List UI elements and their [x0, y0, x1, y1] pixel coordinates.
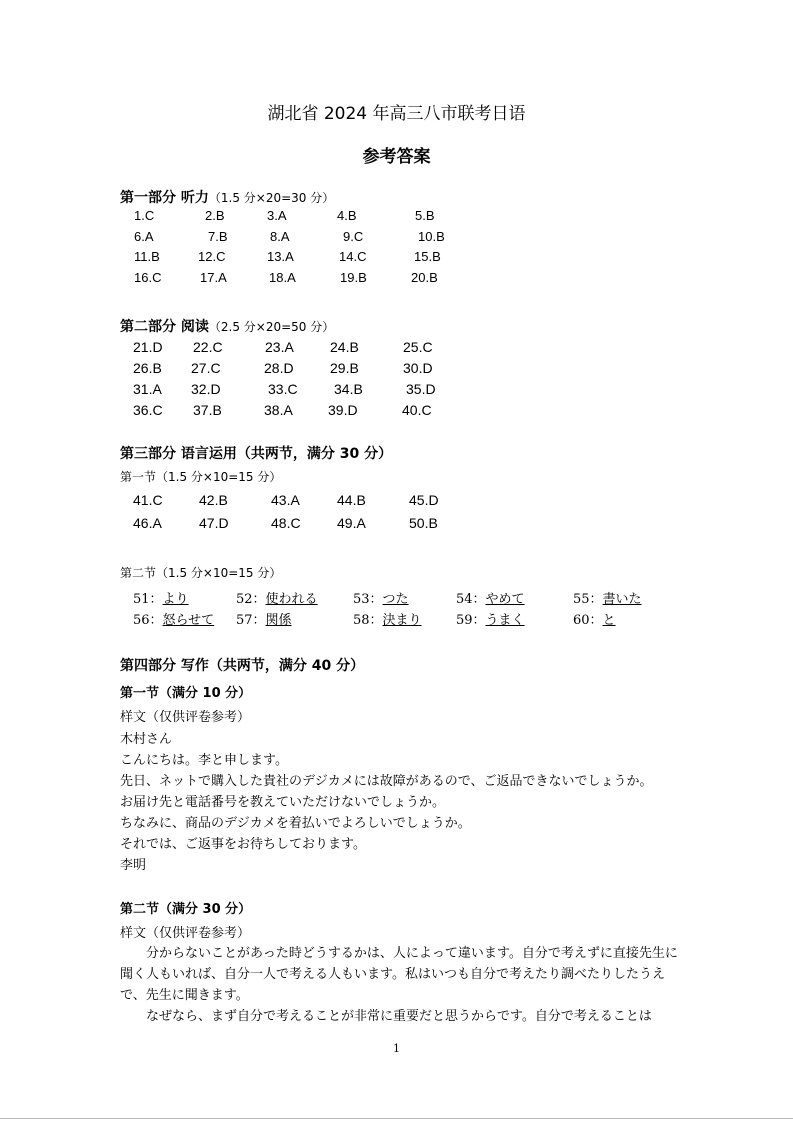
essay-paragraph: なぜなら、まず自分で考えることが非常に重要だと思うからです。自分で考えることは [146, 1009, 652, 1024]
answer-item: 13.A [267, 249, 294, 264]
answer-item: 5.B [415, 208, 435, 223]
answer-item: 40.C [402, 402, 432, 418]
part2-heading: 第二部分 阅读（2.5 分×20=50 分） [120, 319, 335, 335]
answer-item: 8.A [270, 229, 290, 244]
page-title: 湖北省 2024 年高三八市联考日语 [267, 104, 526, 124]
fill-item: 57：関係 [236, 613, 292, 628]
answer-item: 24.B [330, 339, 359, 355]
answer-item: 28.D [264, 360, 294, 376]
answer-item: 10.B [418, 229, 445, 244]
answer-item: 23.A [265, 339, 294, 355]
part3-section2-label: 第二节（1.5 分×10=15 分） [120, 566, 282, 580]
letter-line: 先日、ネットで購入した貴社のデジカメには故障があるので、ご返品できないでしょうか。 [120, 774, 653, 789]
fill-item: 52：使われる [236, 592, 318, 607]
answer-item: 33.C [268, 381, 298, 397]
answer-item: 32.D [191, 381, 221, 397]
page-subtitle: 参考答案 [362, 147, 431, 167]
answer-item: 12.C [198, 249, 226, 264]
fill-item: 60：と [573, 613, 616, 628]
fill-item: 59：うまく [456, 613, 525, 628]
answer-item: 18.A [269, 270, 296, 285]
answer-item: 41.C [133, 492, 163, 508]
answer-item: 20.B [411, 270, 438, 285]
answer-item: 34.B [334, 381, 363, 397]
fill-item: 56：怒らせて [133, 613, 215, 628]
sample-label: 样文（仅供评卷参考） [120, 710, 251, 725]
answer-item: 44.B [337, 492, 366, 508]
answer-item: 48.C [271, 515, 301, 531]
letter-line: 李明 [120, 858, 147, 873]
fill-item: 54：やめて [456, 592, 525, 607]
answer-item: 3.A [267, 208, 287, 223]
answer-item: 46.A [133, 515, 162, 531]
answer-item: 6.A [134, 229, 154, 244]
letter-line: それでは、ご返事をお待ちしております。 [120, 837, 366, 852]
part4-heading: 第四部分 写作（共两节，满分 40 分） [120, 658, 365, 674]
answer-item: 50.B [409, 515, 438, 531]
answer-item: 7.B [208, 229, 228, 244]
answer-item: 14.C [339, 249, 367, 264]
answer-item: 30.D [403, 360, 433, 376]
part4-section2-label: 第二节（满分 30 分） [120, 902, 252, 917]
essay-paragraph: 分からないことがあった時どうするかは、人によって違います。自分で考えずに直接先生に聞く人もいれば、自分一人で考える人もいます。私はいつも自分で考えたり調べたりしたうえで、先生に聞きます。 [120, 946, 678, 1003]
answer-item: 43.A [271, 492, 300, 508]
answer-item: 27.C [191, 360, 221, 376]
fill-item: 58：決まり [353, 613, 422, 628]
fill-item: 55：書いた [573, 592, 642, 607]
fill-item: 53：つた [353, 592, 409, 607]
answer-item: 37.B [193, 402, 222, 418]
answer-item: 2.B [205, 208, 225, 223]
answer-item: 45.D [409, 492, 439, 508]
answer-item: 42.B [199, 492, 228, 508]
answer-item: 47.D [199, 515, 229, 531]
fill-item: 51：より [133, 592, 189, 607]
answer-item: 31.A [133, 381, 162, 397]
answer-item: 22.C [193, 339, 223, 355]
part3-section1-label: 第一节（1.5 分×10=15 分） [120, 470, 282, 484]
letter-line: お届け先と電話番号を教えていただけないでしょうか。 [120, 795, 446, 810]
answer-item: 25.C [403, 339, 433, 355]
letter-line: こんにちは。李と申します。 [120, 753, 288, 768]
answer-item: 29.B [330, 360, 359, 376]
letter-line: 木村さん [120, 732, 173, 747]
answer-item: 1.C [134, 208, 155, 223]
letter-line: ちなみに、商品のデジカメを着払いでよろしいでしょうか。 [120, 816, 471, 831]
answer-item: 36.C [133, 402, 163, 418]
answer-item: 11.B [134, 249, 160, 264]
answer-item: 9.C [343, 229, 364, 244]
answer-item: 4.B [337, 208, 357, 223]
answer-item: 17.A [200, 270, 227, 285]
answer-item: 21.D [133, 339, 163, 355]
answer-item: 16.C [134, 270, 162, 285]
answer-item: 19.B [340, 270, 367, 285]
part3-heading: 第三部分 语言运用（共两节，满分 30 分） [120, 446, 393, 462]
page-bottom-divider [0, 1118, 793, 1119]
page-number: 1 [393, 1042, 400, 1055]
part4-section1-label: 第一节（满分 10 分） [120, 686, 252, 701]
answer-item: 39.D [328, 402, 358, 418]
answer-item: 15.B [414, 249, 441, 264]
answer-item: 49.A [337, 515, 366, 531]
answer-item: 35.D [406, 381, 436, 397]
part1-heading: 第一部分 听力（1.5 分×20=30 分） [120, 190, 335, 206]
sample-label: 样文（仅供评卷参考） [120, 926, 251, 941]
answer-item: 38.A [264, 402, 293, 418]
answer-item: 26.B [133, 360, 162, 376]
